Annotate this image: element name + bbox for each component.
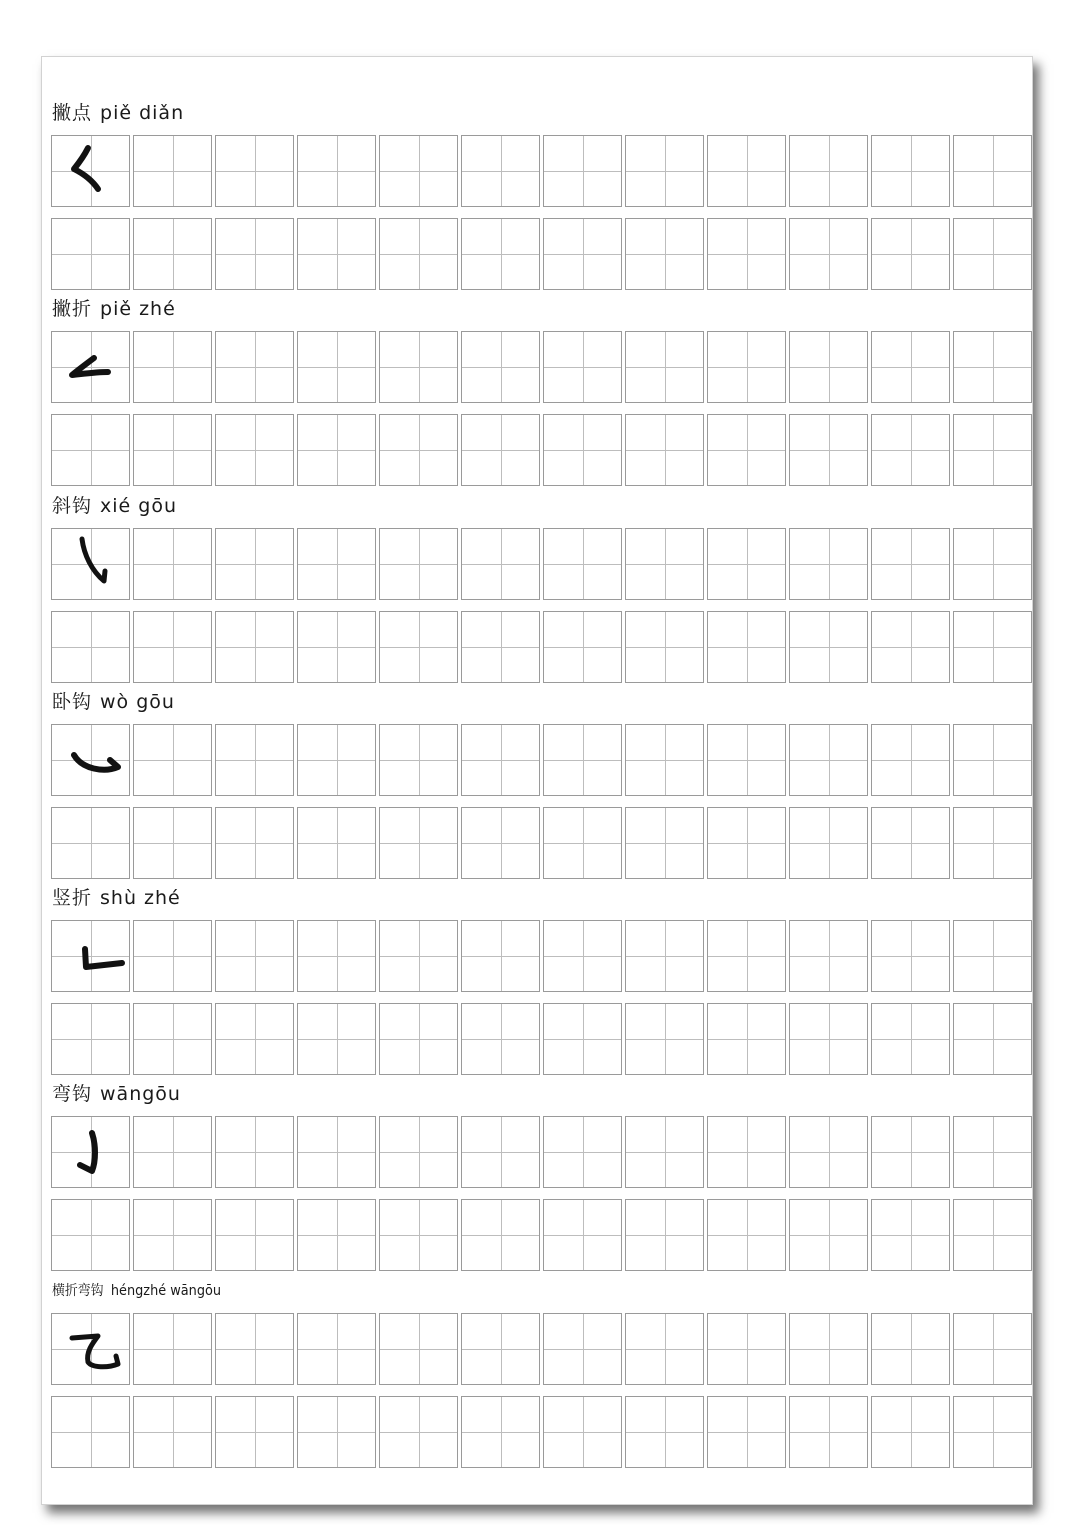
practice-cell: [379, 1313, 458, 1385]
section-label: [52, 688, 175, 716]
practice-row: [51, 1199, 1033, 1271]
model-cell: [51, 135, 130, 207]
practice-cell: [215, 1003, 294, 1075]
practice-cell: [625, 1396, 704, 1468]
practice-cell: [543, 414, 622, 486]
model-cell: [51, 920, 130, 992]
practice-cell: [297, 1313, 376, 1385]
practice-cell: [379, 1003, 458, 1075]
practice-cell: [789, 807, 868, 879]
practice-cell: [789, 331, 868, 403]
practice-cell: [789, 218, 868, 290]
practice-cell: [625, 331, 704, 403]
practice-cell: [953, 1003, 1032, 1075]
practice-cell: [953, 920, 1032, 992]
model-row: [51, 1313, 1033, 1385]
section-label: [52, 492, 177, 520]
practice-cell: [461, 1116, 540, 1188]
practice-cell: [543, 1313, 622, 1385]
practice-cell: [871, 1116, 950, 1188]
practice-cell: [297, 611, 376, 683]
label-pinyin: wò gōu: [100, 691, 175, 713]
practice-cell: [51, 1003, 130, 1075]
shu-zhe-stroke-icon: [52, 921, 129, 991]
practice-cell: [133, 611, 212, 683]
practice-cell: [297, 135, 376, 207]
model-cell: [51, 1313, 130, 1385]
practice-cell: [379, 135, 458, 207]
practice-cell: [707, 1396, 786, 1468]
worksheet-page: [41, 56, 1033, 1505]
practice-cell: [789, 135, 868, 207]
model-row: [51, 920, 1033, 992]
practice-cell: [707, 135, 786, 207]
practice-cell: [215, 807, 294, 879]
practice-cell: [297, 1003, 376, 1075]
practice-cell: [461, 920, 540, 992]
practice-cell: [789, 1313, 868, 1385]
practice-cell: [625, 920, 704, 992]
label-hanzi: 斜钩: [52, 495, 93, 517]
practice-cell: [461, 1199, 540, 1271]
practice-cell: [133, 331, 212, 403]
practice-cell: [133, 1199, 212, 1271]
practice-cell: [215, 218, 294, 290]
practice-row: [51, 414, 1033, 486]
practice-cell: [707, 1116, 786, 1188]
practice-cell: [461, 1003, 540, 1075]
model-cell: [51, 1116, 130, 1188]
model-row: [51, 331, 1033, 403]
practice-cell: [625, 1003, 704, 1075]
practice-cell: [953, 724, 1032, 796]
practice-cell: [297, 331, 376, 403]
xie-gou-stroke-icon: [52, 529, 129, 599]
practice-cell: [461, 135, 540, 207]
practice-cell: [625, 724, 704, 796]
practice-cell: [51, 1199, 130, 1271]
practice-cell: [953, 414, 1032, 486]
practice-row: [51, 1003, 1033, 1075]
practice-cell: [133, 414, 212, 486]
practice-cell: [953, 528, 1032, 600]
practice-cell: [379, 1396, 458, 1468]
practice-cell: [543, 528, 622, 600]
practice-cell: [953, 611, 1032, 683]
practice-row: [51, 611, 1033, 683]
practice-cell: [297, 1116, 376, 1188]
practice-cell: [51, 414, 130, 486]
practice-cell: [215, 920, 294, 992]
practice-cell: [953, 1199, 1032, 1271]
practice-cell: [133, 920, 212, 992]
practice-cell: [953, 807, 1032, 879]
practice-cell: [297, 528, 376, 600]
practice-row: [51, 807, 1033, 879]
practice-cell: [133, 218, 212, 290]
practice-cell: [871, 1003, 950, 1075]
practice-cell: [297, 724, 376, 796]
practice-cell: [215, 1396, 294, 1468]
practice-cell: [625, 414, 704, 486]
practice-cell: [51, 1396, 130, 1468]
practice-cell: [707, 1313, 786, 1385]
label-pinyin: xié gōu: [100, 495, 177, 517]
practice-cell: [215, 1199, 294, 1271]
practice-cell: [297, 218, 376, 290]
practice-cell: [461, 611, 540, 683]
label-pinyin: piě zhé: [100, 298, 176, 320]
practice-cell: [379, 611, 458, 683]
practice-cell: [625, 807, 704, 879]
practice-cell: [789, 1116, 868, 1188]
practice-cell: [871, 724, 950, 796]
practice-cell: [953, 1313, 1032, 1385]
practice-cell: [953, 218, 1032, 290]
practice-cell: [379, 920, 458, 992]
practice-cell: [625, 135, 704, 207]
practice-cell: [543, 1396, 622, 1468]
practice-cell: [51, 807, 130, 879]
section-label: [52, 1277, 221, 1305]
label-hanzi: 卧钩: [52, 691, 93, 713]
practice-cell: [215, 1313, 294, 1385]
practice-cell: [789, 1199, 868, 1271]
practice-cell: [871, 218, 950, 290]
label-hanzi: 撇点: [52, 102, 93, 124]
practice-cell: [297, 920, 376, 992]
practice-cell: [625, 218, 704, 290]
label-pinyin: wāngōu: [100, 1083, 181, 1105]
model-row: [51, 528, 1033, 600]
practice-cell: [871, 920, 950, 992]
practice-cell: [625, 1313, 704, 1385]
practice-cell: [871, 528, 950, 600]
practice-cell: [51, 611, 130, 683]
practice-row: [51, 1396, 1033, 1468]
practice-cell: [379, 1199, 458, 1271]
practice-cell: [379, 331, 458, 403]
practice-cell: [215, 528, 294, 600]
practice-cell: [379, 528, 458, 600]
practice-cell: [297, 1199, 376, 1271]
practice-cell: [789, 1396, 868, 1468]
practice-cell: [789, 920, 868, 992]
practice-cell: [707, 807, 786, 879]
model-row: [51, 135, 1033, 207]
practice-cell: [789, 724, 868, 796]
practice-cell: [543, 724, 622, 796]
practice-cell: [543, 218, 622, 290]
practice-cell: [707, 528, 786, 600]
practice-cell: [707, 611, 786, 683]
model-row: [51, 724, 1033, 796]
pie-dian-stroke-icon: [52, 136, 129, 206]
practice-cell: [297, 414, 376, 486]
practice-cell: [461, 807, 540, 879]
practice-cell: [461, 1313, 540, 1385]
heng-zhe-wan-gou-stroke-icon: [52, 1314, 129, 1384]
label-pinyin: héngzhé wāngōu: [110, 1283, 222, 1299]
practice-cell: [461, 414, 540, 486]
practice-cell: [707, 920, 786, 992]
practice-cell: [707, 1003, 786, 1075]
pie-zhe-stroke-icon: [52, 332, 129, 402]
practice-cell: [133, 807, 212, 879]
practice-cell: [133, 1003, 212, 1075]
wan-gou-stroke-icon: [52, 1117, 129, 1187]
practice-cell: [51, 218, 130, 290]
practice-cell: [953, 331, 1032, 403]
practice-cell: [297, 1396, 376, 1468]
practice-cell: [871, 611, 950, 683]
practice-cell: [133, 1396, 212, 1468]
label-hanzi: 竖折: [52, 887, 93, 909]
practice-cell: [871, 807, 950, 879]
practice-cell: [379, 218, 458, 290]
section-label: [52, 1080, 181, 1108]
practice-cell: [871, 1313, 950, 1385]
practice-cell: [543, 1003, 622, 1075]
label-hanzi: 弯钩: [52, 1083, 93, 1105]
practice-cell: [461, 218, 540, 290]
practice-cell: [871, 135, 950, 207]
practice-cell: [133, 1313, 212, 1385]
practice-cell: [543, 331, 622, 403]
practice-cell: [133, 724, 212, 796]
practice-cell: [707, 1199, 786, 1271]
practice-cell: [379, 807, 458, 879]
practice-cell: [625, 528, 704, 600]
practice-row: [51, 218, 1033, 290]
practice-cell: [953, 1396, 1032, 1468]
model-cell: [51, 331, 130, 403]
practice-cell: [789, 1003, 868, 1075]
practice-cell: [133, 1116, 212, 1188]
practice-cell: [461, 724, 540, 796]
practice-cell: [625, 1116, 704, 1188]
practice-cell: [543, 920, 622, 992]
practice-cell: [543, 807, 622, 879]
practice-cell: [871, 1396, 950, 1468]
practice-cell: [379, 414, 458, 486]
label-pinyin: piě diǎn: [100, 102, 185, 124]
practice-cell: [953, 1116, 1032, 1188]
practice-cell: [707, 218, 786, 290]
practice-cell: [707, 414, 786, 486]
practice-cell: [215, 724, 294, 796]
practice-cell: [543, 135, 622, 207]
label-pinyin: shù zhé: [100, 887, 181, 909]
practice-cell: [461, 528, 540, 600]
practice-cell: [625, 611, 704, 683]
practice-cell: [215, 611, 294, 683]
practice-cell: [871, 331, 950, 403]
practice-cell: [215, 331, 294, 403]
practice-cell: [461, 331, 540, 403]
practice-cell: [707, 724, 786, 796]
practice-cell: [133, 528, 212, 600]
practice-cell: [625, 1199, 704, 1271]
practice-cell: [133, 135, 212, 207]
section-label: [52, 295, 176, 323]
practice-cell: [789, 528, 868, 600]
wo-gou-stroke-icon: [52, 725, 129, 795]
practice-cell: [297, 807, 376, 879]
practice-cell: [215, 1116, 294, 1188]
practice-cell: [461, 1396, 540, 1468]
section-label: [52, 99, 184, 127]
practice-cell: [215, 135, 294, 207]
section-label: [52, 884, 181, 912]
label-hanzi: 撇折: [52, 298, 93, 320]
model-cell: [51, 724, 130, 796]
model-row: [51, 1116, 1033, 1188]
label-hanzi: 横折弯钩: [52, 1283, 104, 1299]
practice-cell: [707, 331, 786, 403]
practice-cell: [871, 1199, 950, 1271]
practice-cell: [379, 1116, 458, 1188]
practice-cell: [789, 611, 868, 683]
practice-cell: [379, 724, 458, 796]
practice-cell: [215, 414, 294, 486]
practice-cell: [543, 1116, 622, 1188]
practice-cell: [871, 414, 950, 486]
practice-cell: [789, 414, 868, 486]
practice-cell: [953, 135, 1032, 207]
practice-cell: [543, 1199, 622, 1271]
model-cell: [51, 528, 130, 600]
practice-cell: [543, 611, 622, 683]
